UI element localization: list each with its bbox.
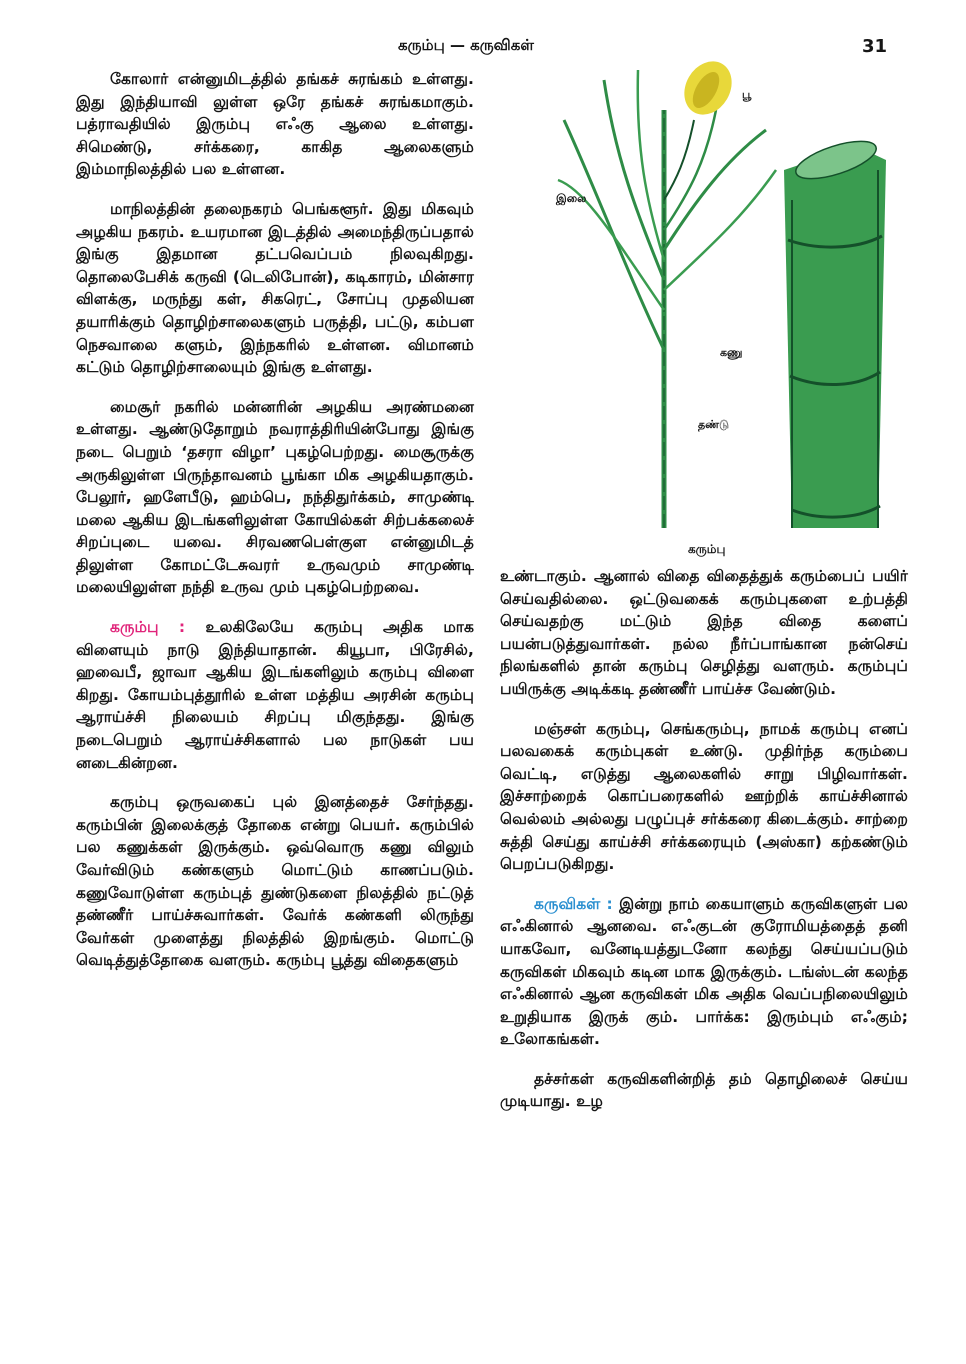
paragraph-sugarcane (76, 616, 474, 774)
section-heading-sugarcane: கரும்பு : (110, 618, 186, 637)
label-flower: பூ (742, 88, 752, 101)
label-stem: தண்டு (698, 418, 729, 431)
right-column (500, 565, 908, 1130)
paragraph-kolar: கோலார் என்னுமிடத்தில் தங்கச் சுரங்கம் உள்ளது. இது இந்தியாவி லுள்ள ஒரே தங்கச் சுரங்கமாகும். பத்ராவதியில் இரும்பு எஃகு ஆலை உள்ளது. சிமெண்டு, சர்க்கரை, காகித ஆலைகளும் இம்மாநிலத்தில் பல உள்ளன. (76, 70, 474, 179)
left-column (76, 68, 474, 989)
label-leaf: இலை (556, 192, 587, 205)
paragraph-varieties: மஞ்சள் கரும்பு, செங்கரும்பு, நாமக் கரும்பு எனப் பலவகைக் கரும்புகள் உண்டு. முதிர்ந்த கரும்பை வெட்டி, எடுத்து ஆலைகளில் சாறு பிழிவார்கள். இச்சாற்றைக் கொப்பரைகளில் ஊற்றிக் காய்ச்சினால் வெல்லம் அல்லது பழுப்புச் சர்க்கரை கிடைக்கும். சாற்றை சுத்தி செய்து காய்ச்சி சர்க்கரையும் (அஸ்கா) கற்கண்டும் பெறப்படுகிறது. (500, 719, 908, 874)
sugarcane-figure (556, 50, 928, 560)
paragraph-carpenters: தச்சர்கள் கருவிகளின்றித் தம் தொழிலைச் செய்ய முடியாது. உழ (500, 1069, 908, 1111)
paragraph-bangalore: மாநிலத்தின் தலைநகரம் பெங்களூர். இது மிகவும் அழகிய நகரம். உயரமான இடத்தில் அமைந்திருப்பதால் இங்கு இதமான தட்பவெப்பம் நிலவுகிறது. தொலைபேசிக் கருவி (டெலிபோன்), கடிகாரம், மின்சார விளக்கு, மருந்து கள், சிகரெட், சோப்பு முதலியன தயாரிக்கும் தொழிற்சாலைகளும் பருத்தி, பட்டு, கம்பள நெசவாலை களும், இந்நகரில் உள்ளன. விமானம் கட்டும் தொழிற்சாலையும் இங்கு உள்ளது. (76, 199, 474, 377)
section-heading-tools: கருவிகள் : (534, 894, 613, 913)
paragraph-sugarcane-text: உலகிலேயே கரும்பு அதிக மாக விளையும் நாடு இந்தியாதான். கியூபா, பிரேசில், ஹவைபீ, ஜாவா ஆகிய இடங்களிலும் கரும்பு விளை கிறது. கோயம்புத்தூரில் உள்ள மத்திய அரசின் கரும்பு ஆராய்ச்சி நிலையம் சிறப்பு மிகுந்தது. இங்கு நடைபெறும் ஆராய்ச்சிகளால் பல நாடுகள் பய னடைகின்றன. (76, 618, 475, 772)
sugarcane-illustration (556, 50, 928, 540)
paragraph-tools-text: இன்று நாம் கையாளும் கருவிகளுள் பல எஃகினால் ஆனவை. எஃகுடன் குரோமியத்தைத் தனி யாகவோ, வனேடியத்துடனோ கலந்து செய்யப்படும் கருவிகள் மிகவும் கடின மாக இருக்கும். டங்ஸ்டன் கலந்த எஃகினால் ஆன கருவிகள் மிக அதிக வெப்பநிலையிலும் உறுதியாக இருக் கும். பார்க்க: இரும்பும் எஃகும்; உலோகங்கள். (500, 894, 909, 1049)
paragraph-mysore: மைசூர் நகரில் மன்னரின் அழகிய அரண்மனை உள்ளது. ஆண்டுதோறும் நவராத்திரியின்போது இங்கு நடை பெறும் ‘தசரா விழா’ புகழ்பெற்றது. மைசூருக்கு அருகிலுள்ள பிருந்தாவனம் பூங்கா மிக அழகியதாகும். பேலூர், ஹளேபீடு, ஹம்பெ, நந்திதுர்க்கம், சாமுண்டி மலை ஆகிய இடங்களிலுள்ள கோயில்கள் சிற்பக்கலைச் சிறப்புடை யவை. சிரவணபெள்குள என்னுமிடத் திலுள்ள கோமட்டேசுவரர் உருவமும் சாமுண்டி மலையிலுள்ள நந்தி உருவ மும் புகழ்பெற்றவை. (76, 397, 474, 597)
figure-caption: கரும்பு (688, 542, 726, 556)
label-node: கணு (720, 346, 743, 359)
paragraph-tools (500, 893, 908, 1051)
page-number: 31 (862, 36, 888, 57)
paragraph-sugarcane-grass: கரும்பு ஒருவகைப் புல் இனத்தைச் சேர்ந்தது. கரும்பின் இலைக்குத் தோகை என்று பெயர். கரும்பில் பல கணுக்கள் இருக்கும். ஒவ்வொரு கணு விலும் வேர்விடும் கண்களும் மொட்டும் காணப்படும். கணுவோடுள்ள கரும்புத் துண்டுகளை நிலத்தில் நட்டுத் தண்ணீர் பாய்ச்சுவார்கள். வேர்க் கண்களி லிருந்து வேர்கள் முளைத்து நிலத்தில் இறங்கும். மொட்டு வெடித்துத்தோகை வளரும். கரும்பு பூத்து விதைகளும் (76, 793, 474, 970)
paragraph-seeds: உண்டாகும். ஆனால் விதை விதைத்துக் கரும்பைப் பயிர் செய்வதில்லை. ஒட்டுவகைக் கரும்புகளை உற்பத்தி செய்வதற்கு மட்டும் இந்த விதை களைப் பயன்படுத்துவார்கள். நல்ல நீர்ப்பாங்கான நன்செய் நிலங்களில் தான் கரும்பு செழித்து வளரும். கரும்புப் பயிருக்கு அடிக்கடி தண்ணீர் பாய்ச்ச வேண்டும். (500, 567, 908, 698)
running-title: கரும்பு — கருவிகள் (398, 36, 534, 54)
